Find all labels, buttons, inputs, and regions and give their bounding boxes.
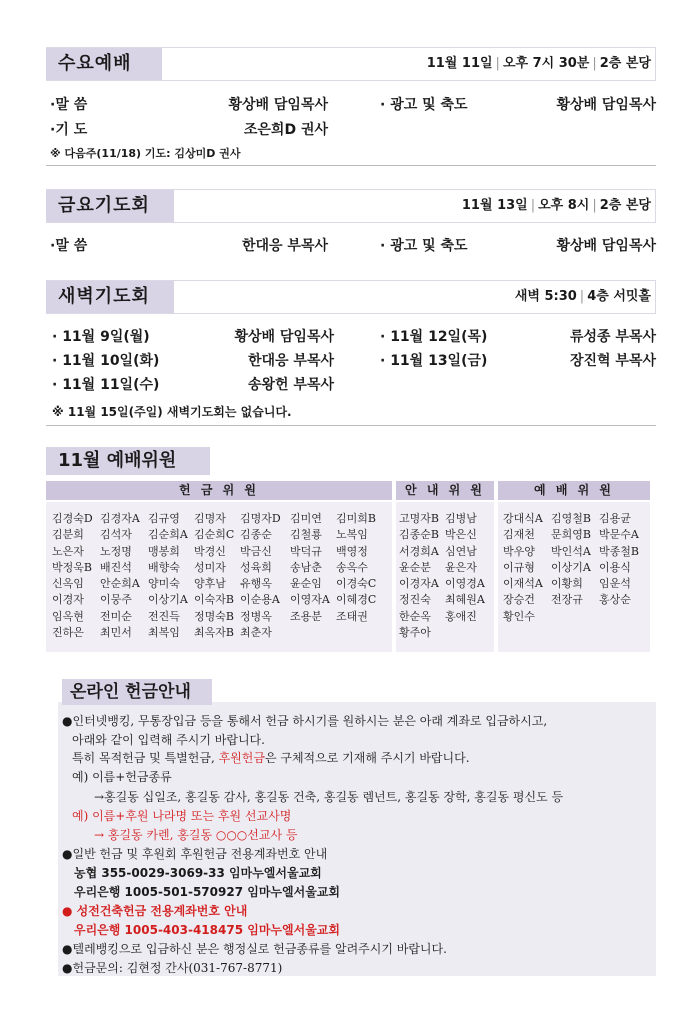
committee-member: 정진숙 <box>399 593 431 607</box>
committee-member: 윤순임 <box>290 577 322 591</box>
committee-member: 김병남 <box>445 512 477 525</box>
committee-member: 한순옥 <box>399 609 431 623</box>
usher-committee-head: 안 내 위 원 <box>396 481 494 500</box>
online-line: ●인터넷뱅킹, 무통장입금 등을 통해서 헌금 하시기를 원하시는 분은 아래 계좌로 입금하시고, <box>62 714 548 728</box>
committee-member: 노정명 <box>100 544 132 558</box>
account-woori-building: 우리은행 1005-403-418475 임마누엘서울교회 <box>74 923 340 937</box>
committee-member: 이재석A <box>503 577 543 591</box>
service-time: 새벽 5:30 <box>514 289 577 304</box>
divider <box>46 165 656 166</box>
committee-member: 안순희A <box>100 577 140 591</box>
service-place: 4층 서밋홀 <box>587 289 651 304</box>
committee-member: 조용분 <box>290 609 322 623</box>
committee-member: 전진득 <box>148 609 180 623</box>
section-title: 새벽기도회 <box>46 281 174 313</box>
name-row <box>399 544 487 560</box>
committee-member: 김미희B <box>336 512 376 525</box>
service-schedule: 새벽 5:30 | 4층 서밋홀 <box>514 289 651 304</box>
name-row <box>52 625 384 641</box>
building-fund-heading: ● 성전건축헌금 전용계좌번호 안내 <box>62 904 248 918</box>
dawn-day: · 11월 11일(수) <box>52 377 160 393</box>
dawn-leader: 송왕헌 부목사 <box>247 377 334 393</box>
service-date: 11월 11일 <box>426 56 493 71</box>
committee-member: 정병옥 <box>240 609 272 623</box>
committee-member: 이영자A <box>290 593 330 607</box>
committee-member: 김영철B <box>551 512 591 525</box>
committee-member: 최춘자 <box>240 626 272 640</box>
online-line <box>72 749 470 766</box>
committee-member: 송남춘 <box>290 560 322 574</box>
committee-member: 홍애진 <box>445 609 477 623</box>
committee-member: 유행옥 <box>240 577 272 591</box>
account-woori-general: 우리은행 1005-501-570927 임마누엘서울교회 <box>74 885 340 899</box>
committee-member: 맹봉희 <box>148 544 180 558</box>
committee-member: 문희영B <box>551 528 591 542</box>
committee-member: 성육희 <box>240 560 272 574</box>
wed-next-note: ※ 다음주(11/18) 기도: 김상미D 권사 <box>50 147 241 160</box>
committee-member: 진하은 <box>52 626 84 640</box>
committee-member: 서경희A <box>399 544 439 558</box>
committee-member: 배진석 <box>100 560 132 574</box>
committee-title: 11월 예배위원 <box>46 447 210 475</box>
worship-names <box>503 511 645 625</box>
name-row <box>399 560 487 576</box>
name-row <box>52 544 384 560</box>
name-row <box>52 609 384 625</box>
wed-word-value: 황상배 담임목사 <box>228 97 328 113</box>
committee-member: 양후남 <box>194 577 226 591</box>
name-row <box>399 592 487 608</box>
dawn-day: · 11월 13일(금) <box>380 353 488 369</box>
name-row <box>52 527 384 543</box>
offering-committee-head: 헌 금 위 원 <box>46 481 392 500</box>
dawn-leader: 황상배 담임목사 <box>234 329 334 345</box>
service-place: 2층 본당 <box>599 56 651 71</box>
name-row <box>399 576 487 592</box>
name-row <box>503 592 645 608</box>
service-time: 오후 8시 <box>538 198 590 213</box>
name-row <box>503 544 645 560</box>
committee-member: 황주아 <box>399 626 431 640</box>
committee-member: 박인석A <box>551 544 591 558</box>
fri-notice-label: · 광고 및 축도 <box>380 238 468 254</box>
section-header-bar <box>46 280 656 314</box>
fri-word-label: ·말 씀 <box>50 238 88 254</box>
committee-member: 노은자 <box>52 544 84 558</box>
online-line: 아래와 같이 입력해 주시기 바랍니다. <box>72 733 265 747</box>
committee-member: 최민서 <box>100 626 132 640</box>
committee-member: 이용식 <box>599 560 631 574</box>
online-offering-title: 온라인 헌금안내 <box>62 679 212 705</box>
committee-member: 이혜경C <box>336 593 377 607</box>
dawn-leader: 한대응 부목사 <box>247 353 334 369</box>
name-row <box>399 511 487 527</box>
committee-member: 이경숙C <box>336 577 377 591</box>
committee-member: 고명자B <box>399 512 439 525</box>
section-title: 금요기도회 <box>46 190 174 222</box>
committee-member: 박우양 <box>503 544 535 558</box>
name-row <box>503 527 645 543</box>
name-row <box>503 576 645 592</box>
committee-member: 전미순 <box>100 609 132 623</box>
fri-word-value: 한대응 부목사 <box>241 238 328 254</box>
wed-prayer-value: 조은희D 권사 <box>243 122 328 138</box>
online-line-part: 은 구체적으로 기재해 주시기 바랍니다. <box>264 751 470 765</box>
service-time: 오후 7시 30분 <box>502 56 590 71</box>
service-place: 2층 본당 <box>599 198 651 213</box>
online-line: →홍길동 십일조, 홍길동 감사, 홍길동 건축, 홍길동 렘넌트, 홍길동 장학, 홍길동 평신도 등 <box>94 790 564 804</box>
committee-member: 최옥자B <box>194 626 234 640</box>
committee-member: 박경신 <box>194 544 226 558</box>
wed-word-label: ·말 씀 <box>50 97 88 113</box>
committee-member: 김순희C <box>194 528 235 542</box>
committee-member: 이상기A <box>148 593 188 607</box>
committee-member: 양미숙 <box>148 577 180 591</box>
committee-member: 김종순 <box>240 528 272 542</box>
committee-member: 이경자 <box>52 593 84 607</box>
committee-member: 박문수A <box>599 528 639 542</box>
wed-notice-label: · 광고 및 축도 <box>380 97 468 113</box>
committee-member: 홍상순 <box>599 593 631 607</box>
name-row <box>503 609 645 625</box>
committee-member: 최혜원A <box>445 593 485 607</box>
committee-member: 임옥현 <box>52 609 84 623</box>
online-line: 예) 이름+헌금종류 <box>72 770 172 784</box>
friday-prayer-header <box>46 189 656 223</box>
committee-member: 이숙자B <box>194 593 234 607</box>
committee-member: 강대식A <box>503 512 543 525</box>
committee-member: 심연남 <box>445 544 477 558</box>
dawn-day: · 11월 12일(목) <box>380 329 488 345</box>
committee-member: 정명숙B <box>194 609 234 623</box>
wed-prayer-label: ·기 도 <box>50 122 88 138</box>
name-row <box>399 609 487 625</box>
online-line: ●헌금문의: 김현정 간사(031-767-8771) <box>62 961 283 975</box>
wednesday-service-header <box>46 47 656 81</box>
committee-member: 김규영 <box>148 512 180 525</box>
committee-member: 이경자A <box>399 577 439 591</box>
name-row <box>399 527 487 543</box>
committee-member: 김종순B <box>399 528 439 542</box>
online-line: ●일반 헌금 및 후원회 후원헌금 전용계좌번호 안내 <box>62 847 328 861</box>
committee-member: 박종철B <box>599 544 639 558</box>
section-header-bar <box>46 47 656 81</box>
usher-names <box>399 511 487 641</box>
service-date: 11월 13일 <box>461 198 528 213</box>
dawn-day: · 11월 9일(월) <box>52 329 150 345</box>
committee-member: 장승건 <box>503 593 535 607</box>
committee-member: 성미자 <box>194 560 226 574</box>
dawn-leader: 장진혁 부목사 <box>569 353 656 369</box>
service-schedule: 11월 11일 | 오후 7시 30분 | 2층 본당 <box>426 56 651 71</box>
committee-member: 노복임 <box>336 528 368 542</box>
committee-member: 김명자D <box>240 512 281 525</box>
name-row <box>399 625 487 641</box>
committee-member: 윤순분 <box>399 560 431 574</box>
committee-member: 황인수 <box>503 609 535 623</box>
committee-member: 김미연 <box>290 512 322 525</box>
section-header-bar <box>46 189 656 223</box>
online-line-part: 특히 목적헌금 및 특별헌금, <box>72 751 219 765</box>
committee-member: 김철룡 <box>290 528 322 542</box>
name-row <box>52 576 384 592</box>
committee-member: 전장규 <box>551 593 583 607</box>
name-row <box>52 592 384 608</box>
committee-member: 백영정 <box>336 544 368 558</box>
section-title: 수요예배 <box>46 48 162 80</box>
offering-names <box>52 511 384 641</box>
committee-member: 조태권 <box>336 609 368 623</box>
committee-member: 배향숙 <box>148 560 180 574</box>
worship-committee-head: 예 배 위 원 <box>498 481 650 500</box>
account-nonghyup: 농협 355-0029-3069-33 임마누엘서울교회 <box>74 866 322 880</box>
committee-member: 김분희 <box>52 528 84 542</box>
committee-member: 이뭉주 <box>100 593 132 607</box>
wed-notice-value: 황상배 담임목사 <box>556 97 656 113</box>
committee-member: 김경숙D <box>52 512 93 525</box>
committee-member: 이상기A <box>551 560 591 574</box>
online-line: → 홍길동 카렌, 홍길동 ○○○선교사 등 <box>94 828 298 842</box>
committee-member: 박은신 <box>445 528 477 542</box>
dawn-leader: 류성종 부목사 <box>569 329 656 345</box>
committee-member: 박금신 <box>240 544 272 558</box>
divider <box>46 425 656 426</box>
committee-member: 김석자 <box>100 528 132 542</box>
name-row <box>52 560 384 576</box>
committee-member: 김순희A <box>148 528 188 542</box>
committee-member: 이규형 <box>503 560 535 574</box>
name-row <box>52 511 384 527</box>
dawn-prayer-header <box>46 280 656 314</box>
committee-member: 박정욱B <box>52 560 92 574</box>
committee-member: 이영경A <box>445 577 485 591</box>
committee-member: 신옥임 <box>52 577 84 591</box>
committee-member: 김용균 <box>599 512 631 525</box>
name-row <box>503 560 645 576</box>
committee-member: 김명자 <box>194 512 226 525</box>
dawn-note: ※ 11월 15일(주일) 새벽기도회는 없습니다. <box>52 405 292 419</box>
committee-member: 최복임 <box>148 626 180 640</box>
committee-member: 이순용A <box>240 593 280 607</box>
committee-member: 박덕규 <box>290 544 322 558</box>
online-line: ●텔레뱅킹으로 입금하신 분은 행정실로 헌금종류를 알려주시기 바랍니다. <box>62 942 447 956</box>
committee-member: 송옥수 <box>336 560 368 574</box>
committee-member: 임운석 <box>599 577 631 591</box>
online-line: 예) 이름+후원 나라명 또는 후원 선교사명 <box>72 809 292 823</box>
support-offering-highlight: 후원헌금 <box>218 751 265 765</box>
committee-member: 윤은자 <box>445 560 477 574</box>
service-schedule: 11월 13일 | 오후 8시 | 2층 본당 <box>461 198 651 213</box>
dawn-day: · 11월 10일(화) <box>52 353 160 369</box>
committee-member: 김재천 <box>503 528 535 542</box>
committee-member: 김경자A <box>100 512 140 525</box>
name-row <box>503 511 645 527</box>
committee-member: 이황희 <box>551 577 583 591</box>
fri-notice-value: 황상배 담임목사 <box>556 238 656 254</box>
